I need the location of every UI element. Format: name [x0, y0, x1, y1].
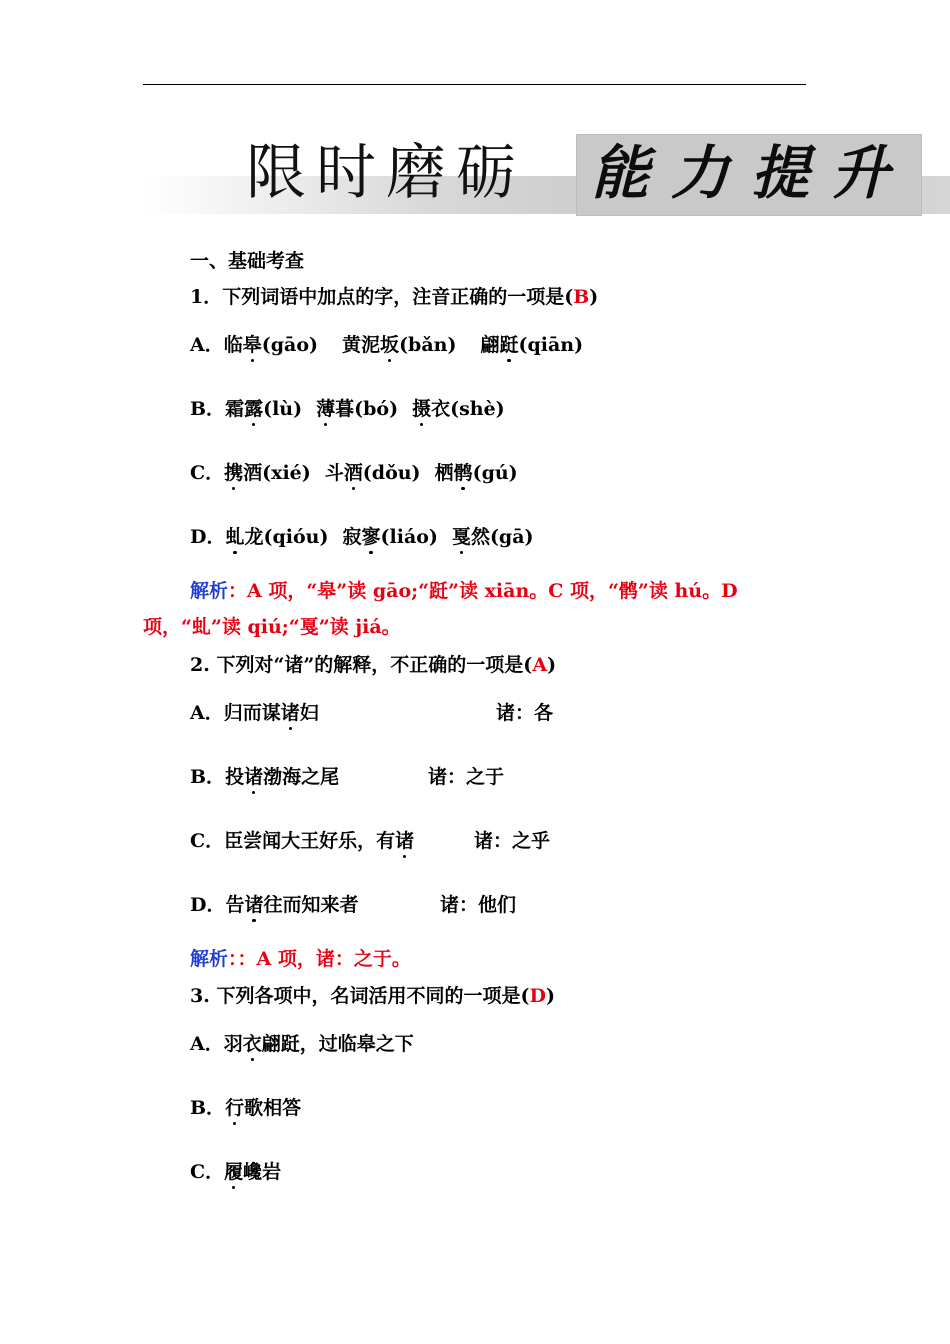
banner-title-left: 限时磨砺	[246, 138, 526, 208]
pinyin: 龙(qióu)	[244, 526, 329, 548]
q1-option-b	[190, 397, 505, 421]
pinyin: (bǎn)	[399, 334, 457, 356]
section-title: 一、基础考查	[190, 250, 305, 272]
option-letter: D．	[190, 894, 226, 916]
banner-title-right: 能力提升	[591, 139, 912, 207]
dotted-char: 诸	[280, 702, 300, 724]
option-text: 臣尝闻大王好乐，有	[224, 830, 396, 852]
q2-analysis	[190, 947, 411, 971]
option-text: 歌相答	[244, 1097, 302, 1119]
option-text: 归而谋	[223, 702, 281, 724]
pinyin: 酒(xié)	[243, 462, 311, 484]
option-text: 栖	[434, 462, 454, 484]
pinyin: (gú)	[472, 462, 518, 484]
section-banner	[143, 128, 950, 220]
q1-option-d	[190, 525, 534, 549]
q1-analysis-cont: 项，“虬”读 qiú;“戛”读 jiá。	[143, 616, 401, 638]
dotted-char: 寥	[361, 526, 381, 548]
option-letter: A．	[190, 334, 224, 356]
dotted-char: 虬	[225, 526, 245, 548]
pinyin: (liáo)	[380, 526, 438, 548]
option-letter: B．	[190, 766, 226, 788]
option-letter: C．	[190, 830, 225, 852]
q2-option-d	[190, 893, 359, 917]
dotted-char: 坂	[380, 334, 400, 356]
option-letter: D．	[190, 526, 226, 548]
option-text: 渤海之尾	[263, 766, 340, 788]
analysis-label: 解析	[190, 580, 229, 602]
option-text: 告	[225, 894, 245, 916]
dotted-char: 诸	[244, 766, 264, 788]
dotted-char: 皋	[242, 334, 262, 356]
analysis-text: ：：A 项，诸：之于。	[228, 948, 411, 970]
q2-option-a	[190, 701, 319, 725]
analysis-label: 解析	[190, 948, 229, 970]
dotted-char: 跹	[499, 334, 519, 356]
pinyin: 衣(shè)	[431, 398, 505, 420]
option-text: 黄泥	[342, 334, 381, 356]
option-text: 往而知来者	[263, 894, 359, 916]
option-letter: B．	[190, 1097, 226, 1119]
q2-answer: A	[532, 654, 548, 676]
option-letter: A．	[190, 702, 224, 724]
analysis-text: ：A 项，“皋”读 gāo;“跹”读 xiān。C 项，“鹘”读 hú。D	[228, 580, 738, 602]
q2-gloss-d: 诸：他们	[440, 894, 517, 916]
dotted-char: 摄	[412, 398, 432, 420]
option-letter: B．	[190, 398, 226, 420]
option-text: 巉岩	[243, 1161, 282, 1183]
option-text: 羽	[223, 1033, 243, 1055]
dotted-char: 诸	[395, 830, 415, 852]
dotted-char: 行	[225, 1097, 245, 1119]
question-2	[190, 653, 556, 677]
option-letter: A．	[190, 1033, 224, 1055]
dotted-char: 酒	[343, 462, 363, 484]
pinyin: (dǒu)	[362, 462, 421, 484]
option-text: 寂	[342, 526, 362, 548]
question-3	[190, 984, 555, 1008]
q3-stem: 3. 下列各项中，名词活用不同的一项是(	[190, 985, 530, 1007]
q1-option-c	[190, 461, 518, 485]
q2-close: )	[547, 654, 557, 676]
option-text: 斗	[324, 462, 344, 484]
q1-option-a	[190, 333, 583, 357]
q1-stem: 1．下列词语中加点的字，注音正确的一项是(	[190, 286, 574, 308]
q2-stem: 2. 下列对“诸”的解释，不正确的一项是(	[190, 654, 533, 676]
option-text: 霜	[225, 398, 245, 420]
pinyin: (gāo)	[261, 334, 319, 356]
q2-gloss-a: 诸：各	[496, 702, 554, 724]
q1-close: )	[589, 286, 599, 308]
option-text: 临	[223, 334, 243, 356]
dotted-char: 戛	[451, 526, 471, 548]
dotted-char: 诸	[244, 894, 264, 916]
option-letter: C．	[190, 462, 225, 484]
dotted-char: 鹘	[453, 462, 473, 484]
question-1	[190, 285, 598, 309]
q3-option-b	[190, 1096, 301, 1120]
pinyin: (lù)	[263, 398, 303, 420]
q2-option-b	[190, 765, 339, 789]
pinyin: (qiān)	[518, 334, 584, 356]
q2-gloss-c: 诸：之乎	[474, 830, 551, 852]
pinyin: 暮(bó)	[335, 398, 399, 420]
q3-option-c	[190, 1160, 281, 1184]
option-text: 翩跹，过临皋之下	[261, 1033, 414, 1055]
q3-option-a	[190, 1032, 414, 1056]
option-text: 投	[225, 766, 245, 788]
q1-analysis	[190, 579, 738, 603]
dotted-char: 履	[224, 1161, 244, 1183]
q3-close: )	[545, 985, 555, 1007]
dotted-char: 露	[244, 398, 264, 420]
dotted-char: 携	[224, 462, 244, 484]
header-rule	[143, 84, 806, 85]
pinyin: 然(gā)	[470, 526, 534, 548]
option-letter: C．	[190, 1161, 225, 1183]
q1-answer: B	[573, 286, 590, 308]
dotted-char: 薄	[316, 398, 336, 420]
q2-gloss-b: 诸：之于	[428, 766, 505, 788]
q2-option-c	[190, 829, 414, 853]
option-text: 翩	[480, 334, 500, 356]
q3-answer: D	[529, 985, 546, 1007]
option-text: 妇	[299, 702, 319, 724]
dotted-char: 衣	[242, 1033, 262, 1055]
